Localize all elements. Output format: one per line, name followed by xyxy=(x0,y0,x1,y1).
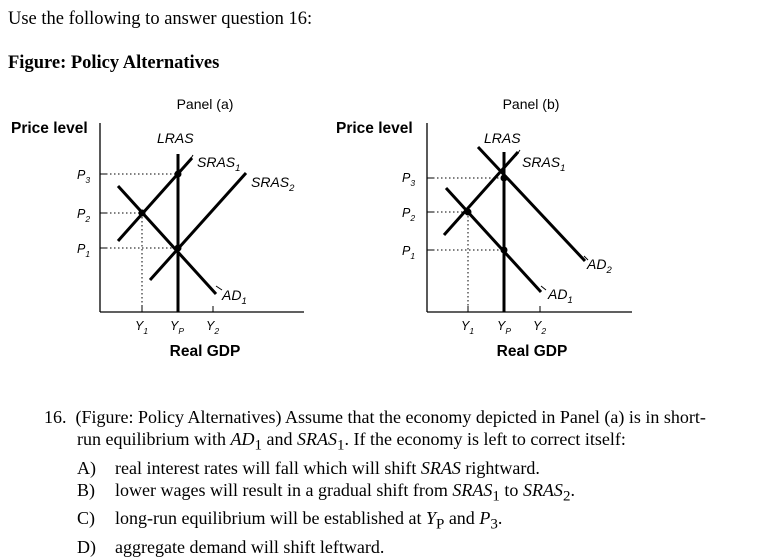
choice-letter: B) xyxy=(77,479,95,500)
question-stem-text: (Figure: Policy Alternatives) Assume that the economy depicted in Panel (a) is in short- xyxy=(75,407,706,427)
panel-b-title: Panel (b) xyxy=(502,96,560,112)
panel-b-sras1-label: $SRAS_1$ xyxy=(522,154,566,174)
answer-choice-b[interactable]: B) lower wages will result in a gradual shift from $SRAS_1$ to $SRAS_2$. xyxy=(77,479,575,505)
panel-b-tick-p1: $P_1$ xyxy=(402,244,416,261)
panel-b-ad1-curve xyxy=(446,188,541,292)
choice-letter: A) xyxy=(77,457,96,478)
panel-b-tick-p2: $P_2$ xyxy=(402,206,416,223)
question-stem-line1 xyxy=(44,406,754,428)
panel-b-ad2-label: $AD_2$ xyxy=(587,256,612,276)
panel-b-point-p2 xyxy=(465,209,472,216)
panel-a-point-p3 xyxy=(175,171,182,178)
choice-letter: D) xyxy=(77,536,96,557)
panel-b-tick-yp: $Y_P$ xyxy=(497,319,512,336)
panel-a-lras-label: LRAS xyxy=(157,130,194,146)
panel-a-x-axis-label: Real GDP xyxy=(169,343,241,360)
answer-choice-a[interactable]: A) real interest rates will fall which will shift SRAS rightward. xyxy=(77,457,540,478)
answer-choice-c[interactable]: C) long-run equilibrium will be established at $Y_P$ and $P_3$. xyxy=(77,508,503,533)
panel-b-point-p3 xyxy=(501,175,508,182)
panel-b-price-ticks xyxy=(427,178,433,250)
answer-choice-d[interactable]: D) aggregate demand will shift leftward. xyxy=(77,536,385,557)
panel-b-y-axis-label: Price level xyxy=(336,120,413,137)
intro-text: Use the following to answer question 16: xyxy=(8,9,313,29)
question-stem-line2: run equilibrium with $AD_1$ and $SRAS_1$. If the economy is left to correct itself: xyxy=(77,429,626,454)
panel-a-y-axis-label: Price level xyxy=(11,120,88,137)
panel-a-point-p1 xyxy=(175,245,182,252)
panel-a xyxy=(11,96,304,360)
panel-b xyxy=(336,96,632,360)
panel-a-title: Panel (a) xyxy=(176,96,234,112)
panel-b-ad1-label: $AD_1$ xyxy=(548,286,573,306)
panel-a-tick-p2: $P_2$ xyxy=(77,207,91,224)
panel-a-point-p2 xyxy=(139,210,146,217)
panel-b-point-p1 xyxy=(501,247,508,254)
panel-a-ad1-label: $AD_1$ xyxy=(222,287,247,307)
panel-b-tick-p3: $P_3$ xyxy=(402,171,416,188)
panel-a-tick-yp: $Y_P$ xyxy=(170,319,185,336)
policy-alternatives-figure xyxy=(0,90,761,380)
panel-b-tick-y1: $Y_1$ xyxy=(461,319,475,336)
panel-b-ad1-leader xyxy=(541,286,546,290)
panel-a-sras2-label: $SRAS_2$ xyxy=(251,174,295,194)
panel-a-tick-y1: $Y_1$ xyxy=(135,319,149,336)
panel-b-sras1-curve xyxy=(444,152,518,235)
question-number: 16. xyxy=(44,407,67,427)
question-16 xyxy=(44,406,754,558)
panel-a-sras1-label: $SRAS_1$ xyxy=(197,154,241,174)
panel-a-tick-p1: $P_1$ xyxy=(77,242,91,259)
panel-a-price-ticks xyxy=(100,174,106,248)
panel-b-tick-y2: $Y_2$ xyxy=(533,319,547,336)
panel-a-tick-p3: $P_3$ xyxy=(77,168,91,185)
panel-a-ad1-curve xyxy=(118,186,216,294)
panel-a-tick-y2: $Y_2$ xyxy=(206,319,220,336)
panel-b-x-axis-label: Real GDP xyxy=(496,343,568,360)
panel-b-lras-label: LRAS xyxy=(484,130,521,146)
figure-title: Figure: Policy Alternatives xyxy=(8,53,220,73)
choice-letter: C) xyxy=(77,508,95,529)
